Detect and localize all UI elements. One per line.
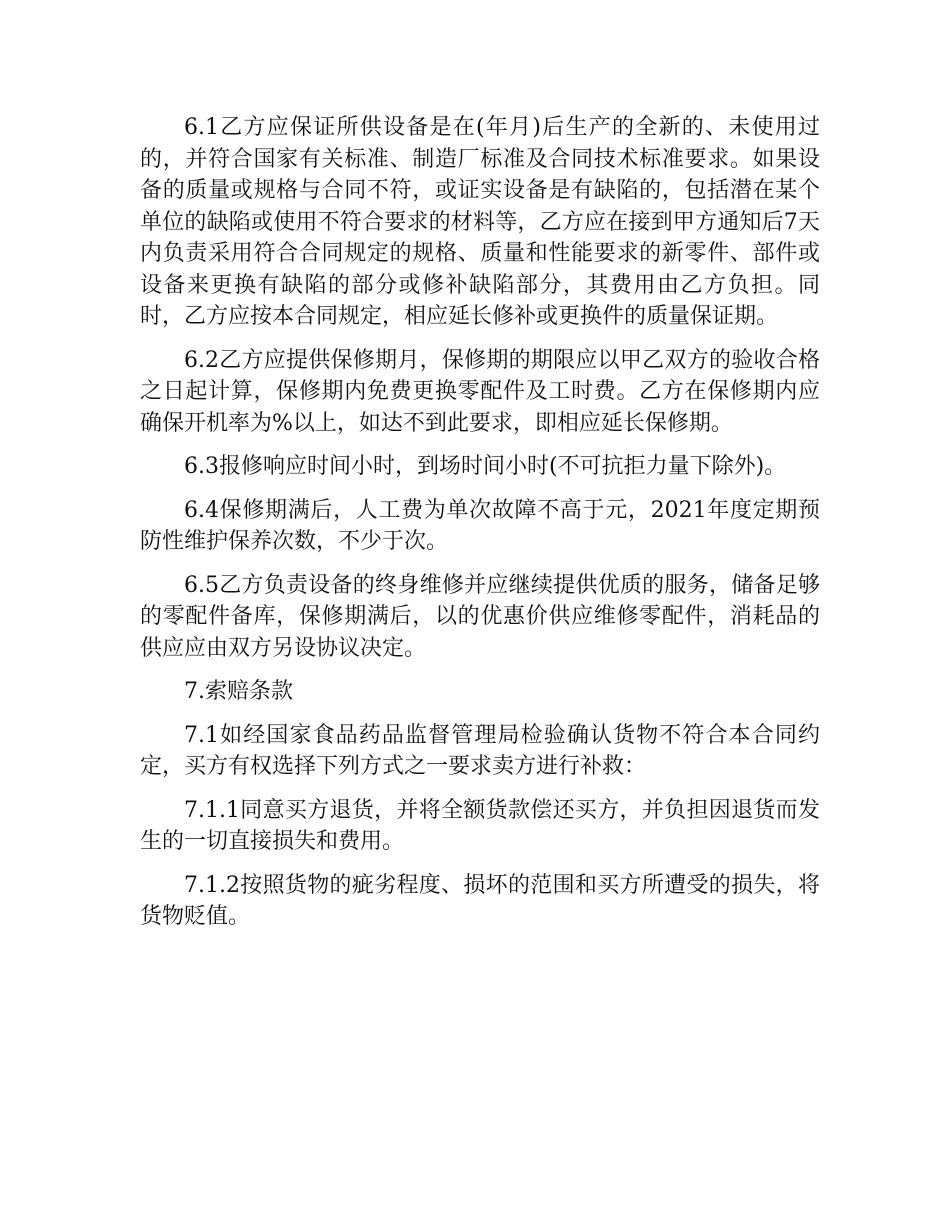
clause-6-3: 6.3报修响应时间小时，到场时间小时(不可抗拒力量下除外)。 [184,454,787,479]
clause-6-2: 6.2乙方应提供保修期月，保修期的期限应以甲乙双方的验收合格之日起计算，保修期内免费更换零配件及工时费。乙方在保修期内应确保开机率为%以上，如达不到此要求，即相应延长保修期。 [140,347,820,436]
section-heading-7: 7.索赔条款 [184,679,293,704]
clause-6-1: 6.1乙方应保证所供设备是在(年月)后生产的全新的、未使用过的，并符合国家有关标准、制造厂标准及合同技术标准要求。如果设备的质量或规格与合同不符，或证实设备是有缺陷的，包括潜在某个单位的缺陷或使用不符合要求的材料等，乙方应在接到甲方通知后7天内负责采用符合合同规定的规格、质量和性能要求的新零件、部件或设备来更换有缺陷的部分或修补缺陷部分，其费用由乙方负担。同时，乙方应按本合同规定，相应延长修补或更换件的质量保证期。 [140,115,820,329]
clause-6-4: 6.4保修期满后，人工费为单次故障不高于元，2021年度定期预防性维护保养次数，不少于次。 [140,497,820,554]
clause-7-1-1: 7.1.1同意买方退货，并将全额货款偿还买方，并负担因退货而发生的一切直接损失和费用。 [140,797,820,854]
clause-7-1: 7.1如经国家食品药品监督管理局检验确认货物不符合本合同约定，买方有权选择下列方式之一要求卖方进行补救： [140,722,820,779]
clause-7-1-2: 7.1.2按照货物的疵劣程度、损坏的范围和买方所遭受的损失，将货物贬值。 [140,872,820,929]
document-body [140,112,820,945]
clause-6-5: 6.5乙方负责设备的终身维修并应继续提供优质的服务，储备足够的零配件备库，保修期满后，以的优惠价供应维修零配件，消耗品的供应应由双方另设协议决定。 [140,572,820,661]
